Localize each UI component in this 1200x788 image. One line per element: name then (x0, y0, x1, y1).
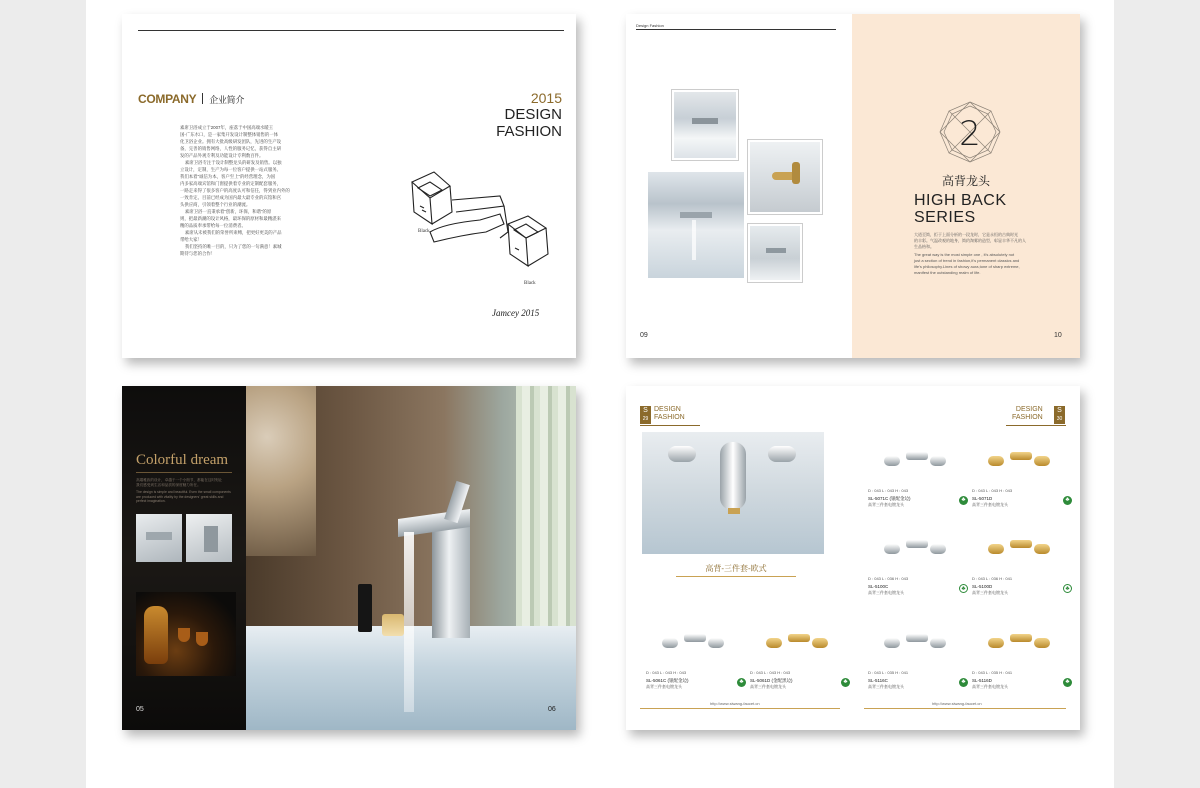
badge-right-number: 30 (1056, 416, 1063, 422)
series-number: 2 (959, 114, 981, 154)
product-image (988, 448, 1054, 478)
product-desc: 高背三件套电镀龙头 (646, 684, 682, 689)
product-dims: D : 043 L : 036 H : 041 (972, 576, 1013, 581)
product-code: SL-5100D (972, 584, 993, 589)
series-cn-desc (914, 232, 1036, 250)
company-cn: 企业简介 (209, 95, 245, 105)
footer-rule-left (640, 708, 840, 709)
hero-caption: 高背-三件套-欧式 (705, 564, 767, 573)
product-image (988, 630, 1054, 660)
series-cn-line: 生品格和。 (914, 244, 934, 249)
eco-badge-icon: ♣ (737, 678, 746, 687)
eco-badge-icon: ♣ (841, 678, 850, 687)
series-en-desc (914, 252, 1036, 276)
cn-caption-2: 我们感受到生活和品质的深度魅力所在。 (136, 483, 201, 487)
product-card (646, 622, 746, 692)
spread-colorful-dream (122, 386, 576, 730)
faucet-sketch (400, 162, 560, 302)
eco-badge-icon: ♣ (959, 496, 968, 505)
spread-high-back (626, 14, 1080, 358)
product-desc: 高背三件套电镀龙头 (868, 502, 904, 507)
shell-curtain (246, 386, 316, 556)
badge-left-letter: S (643, 407, 648, 414)
en-caption (136, 490, 236, 504)
product-card (868, 622, 968, 692)
product-dims: D : 043 L : 043 H : 043 (646, 670, 687, 675)
en-caption-1: The design is simple and beautiful. Even the small components (136, 490, 231, 494)
title-divider (202, 93, 203, 104)
product-dims: D : 043 L : 036 H : 043 (868, 576, 909, 581)
en-caption-3: perfect imagination. (136, 499, 166, 504)
cream-jar (382, 614, 404, 636)
product-desc: 高背三件套电镀龙头 (972, 684, 1008, 689)
right-gold-rule (1006, 425, 1066, 426)
fashion-left: FASHION (654, 414, 685, 421)
series-en-line: just a section of trend in fashion,it's permanent classics and (914, 258, 1020, 263)
fashion-right: FASHION (1012, 414, 1043, 421)
left-gold-rule (640, 425, 700, 426)
intro-line: 一路走来得了很多客户的高度认可和信任，得到业内外的 (180, 188, 290, 193)
product-code: SL-5061D (金配黑边) (750, 678, 793, 683)
intro-line: 素席从未被我们的荣誉所束缚，把更好更美的产品 (180, 230, 282, 235)
page-number-right: 10 (1054, 332, 1062, 339)
sketch-note-a: Black (418, 229, 430, 234)
product-code: SL-5071D (972, 496, 993, 501)
design-right: DESIGN (1015, 406, 1043, 413)
intro-line: 素席卫浴一直秉承着“创新，环保，和谐”的原 (180, 209, 272, 214)
company-en: COMPANY (138, 92, 197, 106)
header-rule (636, 29, 836, 30)
intro-line: 我们本着“诚信为本，客户至上”的经营理念，为国 (180, 174, 276, 179)
product-image (988, 536, 1054, 566)
product-image (884, 630, 950, 660)
product-card (972, 622, 1072, 692)
footer-rule-right (864, 708, 1066, 709)
series-cn-line: 的丰彩。气温改观的地身，简约淘雾的造型，彰显丰华不凡的人 (914, 238, 1026, 243)
intro-line: 精的品质奉承带给每一位消费者。 (180, 223, 246, 228)
dark-panel (122, 386, 246, 730)
spread-company (122, 14, 576, 358)
year-label: 2015 (530, 90, 562, 106)
product-code: SL-5116D (972, 678, 992, 683)
company-title (138, 92, 244, 106)
cn-caption (136, 478, 236, 488)
en-caption-2: are produced with vitality by the designers' great skills and (136, 494, 224, 499)
signature: Jamcey 2015 (492, 308, 540, 318)
intro-line: 发的产品外观专利及功能设计专利数百件。 (180, 153, 264, 158)
intro-line: 备，完善的销售网络，人性的服务记忆，获得自主研 (180, 146, 281, 151)
product-dims: D : 043 L : 043 H : 043 (972, 488, 1013, 493)
series-title-1: HIGH BACK (914, 192, 1007, 209)
series-cn-line: 大道至简，拒于上面分析的一段龙时，它是永恒的古典时光 (914, 232, 1018, 237)
intro-text (180, 124, 298, 257)
hero-faucet-photo (642, 432, 824, 554)
photo-gold-faucet (748, 140, 822, 214)
design-label: DESIGN (504, 106, 562, 123)
product-dims: D : 043 L : 035 H : 041 (972, 670, 1013, 675)
page-number-left: 05 (136, 706, 144, 713)
product-code: SL-5100C (868, 584, 889, 589)
badge-left (640, 406, 651, 424)
series-cn-title: 高背龙头 (942, 174, 991, 188)
product-desc: 高背三件套电镀龙头 (868, 684, 904, 689)
product-code: SL-5071C (银配金边) (868, 496, 911, 501)
product-desc: 高背三件套电镀龙头 (972, 590, 1008, 595)
intro-line: 内多家高端宾馆和门窗提供着专业的定制配套服务， (180, 181, 281, 186)
footer-url-left: http://www.siwang-faucet.cn (710, 701, 760, 706)
intro-line: 头供应商，引领着整个行业的潮流。 (180, 202, 251, 207)
detail-photo-2 (186, 514, 232, 562)
photo-small-faucet (748, 224, 802, 282)
product-image (884, 448, 950, 478)
eco-badge-icon: ♣ (959, 678, 968, 687)
title-underline (136, 472, 232, 473)
cn-caption-1: 高端雅致的设计，卓越于一个小细节，都能在这时刻让 (136, 478, 223, 482)
colorful-dream-title: Colorful dream (136, 452, 229, 468)
faucet-body (432, 514, 470, 638)
series-en-line: life's philosophy.Lines of showy aura,tone of sharp extreme, (914, 264, 1020, 269)
page-number-left: 09 (640, 332, 648, 339)
top-rule (138, 30, 564, 31)
product-desc: 高背三件套电镀龙头 (972, 502, 1008, 507)
product-dims: D : 043 L : 043 H : 043 (750, 670, 791, 675)
spread-product-catalog (626, 386, 1080, 730)
eco-badge-icon: ♣ (1063, 496, 1072, 505)
product-image (662, 630, 728, 660)
eco-badge-icon: ♣ (1063, 678, 1072, 687)
product-card (750, 622, 850, 692)
intro-line: 化卫浴企业。拥有大批高级研发团队，先进的生产设 (180, 139, 281, 144)
lotion-bottle (358, 584, 372, 632)
photo-wall-faucet (648, 172, 744, 278)
hero-handle-right (768, 446, 796, 462)
design-left: DESIGN (654, 406, 681, 413)
product-card (972, 440, 1072, 510)
product-dims: D : 043 L : 043 H : 043 (868, 488, 909, 493)
peach-panel (852, 14, 1080, 358)
fashion-label: FASHION (496, 123, 562, 140)
badge-right (1054, 406, 1065, 424)
detail-photo-1 (136, 514, 182, 562)
hero-gold-ring (728, 508, 740, 514)
sketch-note-b: Black (524, 281, 536, 286)
product-card (868, 528, 968, 598)
hero-handle-left (668, 446, 696, 462)
hero-caption-rule (676, 576, 796, 577)
intro-line: 带给大家！ (180, 237, 202, 242)
intro-line: 我们坚持的唯一目的，只为了您的一句满意！素城 (180, 244, 282, 249)
eco-badge-icon: ♣ (1063, 584, 1072, 593)
badge-left-number: 29 (642, 416, 649, 422)
footer-url-right: http://www.siwang-faucet.cn (932, 701, 982, 706)
hero-spout (720, 442, 746, 510)
product-card (868, 440, 968, 510)
series-en-line: The great way is the most simple one , it's absolutely not (914, 252, 1015, 257)
page-number-right: 06 (548, 706, 556, 713)
eco-badge-icon: ♣ (959, 584, 968, 593)
intro-line: 国-广东水口，是一家集开发设计制整体销售的一体 (180, 132, 279, 137)
intro-line: 一致肯定。目前已经成为国内最大最专业的宾馆和宫 (180, 195, 281, 200)
product-image (766, 630, 832, 660)
intro-line: 期待与您的合作！ (180, 251, 216, 256)
decanter-photo (136, 592, 236, 676)
series-en-line: manifest the outstanding realm of life. (914, 270, 981, 275)
header-label: Design Fashion (636, 23, 664, 28)
intro-line: 素席卫浴成立于2007年，座落于中国高端水暖王 (180, 125, 274, 130)
product-desc: 高背三件套电镀龙头 (750, 684, 786, 689)
product-card (972, 528, 1072, 598)
photo-basin-top (672, 90, 738, 160)
intro-line: 则，把最新潮的设计风格，最环保的原材和最精湛来 (180, 216, 281, 221)
product-dims: D : 043 L : 035 H : 041 (868, 670, 909, 675)
product-code: SL-5116C (868, 678, 888, 683)
product-desc: 高背三件套电镀龙头 (868, 590, 904, 595)
brochure-canvas (86, 0, 1114, 788)
badge-right-letter: S (1057, 407, 1062, 414)
water-stream (404, 532, 414, 712)
design-fashion-left (654, 406, 685, 422)
intro-line: 素席卫浴专注于设计制整龙头的研发及销售。以独 (180, 160, 282, 165)
intro-line: 立设计，定制，生产为每一位客户提供一站式服务。 (180, 167, 281, 172)
bathroom-photo (246, 386, 576, 730)
series-title-2: SERIES (914, 209, 976, 226)
product-image (884, 536, 950, 566)
design-fashion-right (1012, 406, 1043, 422)
product-code: SL-5061C (银配金边) (646, 678, 689, 683)
